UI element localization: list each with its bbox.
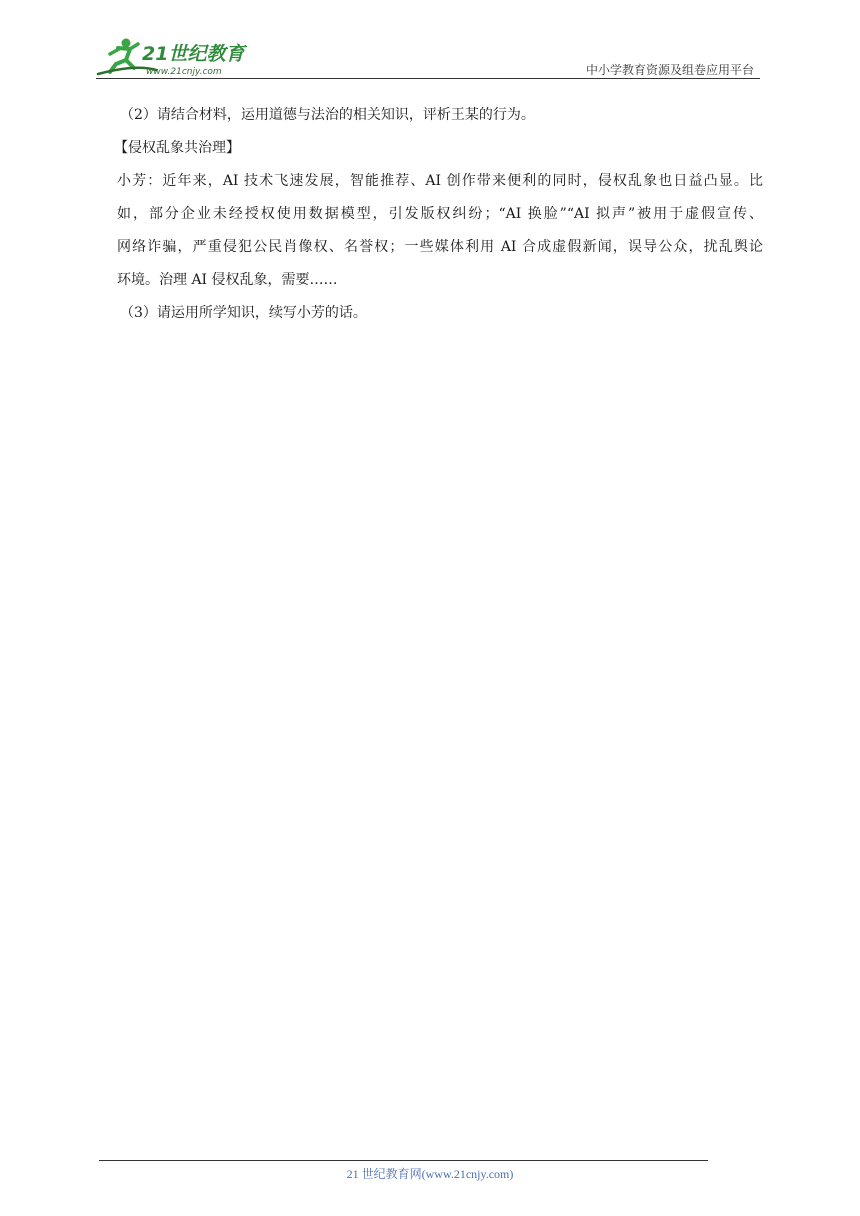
paragraph-line: 网络诈骗，严重侵犯公民肖像权、名誉权；一些媒体利用 AI 合成虚假新闻，误导公众，扰乱舆论	[117, 239, 763, 255]
question-3: （3）请运用所学知识，续写小芳的话。	[120, 305, 367, 321]
section-title: 【侵权乱象共治理】	[114, 140, 240, 156]
footer-divider	[99, 1160, 708, 1161]
question-2: （2）请结合材料，运用道德与法治的相关知识，评析王某的行为。	[120, 107, 535, 123]
logo-text: 21世纪教育	[142, 43, 245, 65]
paragraph-line: 如，部分企业未经授权使用数据模型，引发版权纠纷；“AI 换脸”“AI 拟声”被用于虚假宣传、	[117, 206, 763, 222]
page-header	[96, 30, 760, 80]
logo-graphic	[96, 34, 266, 78]
logo-url: www.21cnjy.com	[146, 67, 222, 77]
paragraph-line: 环境。治理 AI 侵权乱象，需要……	[117, 272, 338, 288]
paragraph-line: 小芳：近年来，AI 技术飞速发展，智能推荐、AI 创作带来便利的同时，侵权乱象也日益凸显。比	[117, 173, 763, 189]
footer-link[interactable]: 21 世纪教育网(www.21cnjy.com)	[346, 1167, 514, 1181]
platform-tagline: 中小学教育资源及组卷应用平台	[585, 63, 754, 77]
site-logo[interactable]	[96, 34, 266, 78]
header-divider	[96, 78, 760, 79]
document-body	[114, 99, 763, 330]
